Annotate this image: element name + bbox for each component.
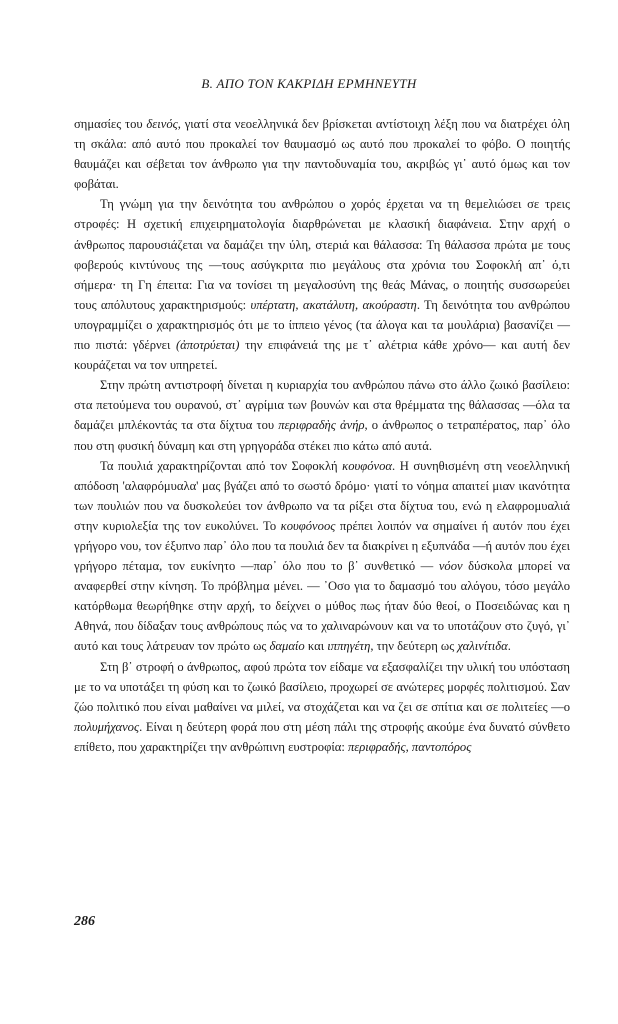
text-run: Τη γνώμη για την δεινότητα του ανθρώπου ο χορός έρχεται να τη θεμελιώσει σε τρεις στροφές: Η σχετική επιχειρηματολογία διαρθρώνεται με κλασική διαφάνεια. Στην αρχή ο άνθρωπος παρουσιάζεται να δαμάζει την ύλη, στεριά και θάλασσα: Τη θάλασσα πρώτα με τους φοβερούς κιντύνους της —τους ασύγκριτα πιο μεγάλους στα χρόνια του Σοφοκλή απ᾽ ό,τι σήμερα· τη Γη έπειτα: Για να τονίσει τη μεγαλοσύνη της θεάς Μάνας, ο ποιητής συσσωρεύει τους απόλυτους χαρακτηρισμούς:	[74, 197, 570, 312]
text-run: πρέπει λοιπόν να σημαίνει ή αυτόν που έχει γρήγορο νου, τον έξυπνο παρ᾽ όλο που τα πουλιά δεν τα διακρίνει η εξυπνάδα —ή αυτόν που έχει γρήγορο πέταμα, τον ευκίνητο —παρ᾽ όλο που το β᾽ συνθετικό —	[74, 518, 570, 574]
paragraph-2	[74, 194, 570, 375]
italic-term: περιφραδής, παντοπόρος	[347, 739, 472, 754]
text-run: Τα πουλιά χαρακτηρίζονται από τον Σοφοκλή	[100, 458, 343, 473]
text-run: Στην πρώτη αντιστροφή δίνεται η κυριαρχία του ανθρώπου πάνω στο άλλο ζωικό βασίλειο: στα πετούμενα του ουρανού, στ᾽ αγρίμια των βουνών και στα θρέμματα της θάλασσας —όλα τα δαμάζει μπλέκοντάς τα στα δίχτυα του	[74, 378, 570, 433]
paragraph-3	[74, 375, 570, 455]
text-run: σημασίες του	[74, 117, 147, 131]
paragraph-1	[74, 114, 570, 194]
italic-term: δαμαίο	[269, 639, 305, 654]
italic-term: κουφόνοος	[280, 518, 336, 533]
page-number: 286	[74, 914, 95, 929]
text-run: , ο άνθρωπος ο τετραπέρατος, παρ᾽ όλο που στη φυσική δύναμη και στη γρηγοράδα στέκει πιο κάτω από αυτά.	[74, 418, 571, 453]
text-run: δύσκολα μπορεί να αναφερθεί στην κίνηση. Το πρόβλημα μένει. — ᾽Οσο για το δαμασμό του αλόγου, τόσο μεγάλο κατόρθωμα θεωρήθηκε στην αρχή, το δείχνει ο μύθος πως ήταν δύο θεοί, ο Ποσειδώνας και η Αθηνά, που δίδαξαν τους ανθρώπους πώς να το χαλιναρώνουν και να το υποτάζουν στο ζυγό, γι᾽ αυτό και τους λάτρευαν τον πρώτο ως	[74, 559, 570, 654]
text-run: , την δεύτερη ως	[370, 639, 458, 654]
text-run: . Τη δεινότητα του ανθρώπου υπογραμμίζει ο χαρακτηρισμός ότι με το ίππειο γένος (τα άλογα και τα μουλάρια) βασανίζει —πιο πιστά: γδέρνει	[74, 297, 571, 353]
paragraph-5	[74, 657, 570, 757]
italic-term: δεινός	[146, 117, 178, 131]
italic-term: νόον	[438, 559, 463, 574]
italic-term: (ἀποτρύεται)	[175, 338, 240, 353]
italic-term: κουφόνοα	[342, 458, 393, 473]
body-text	[74, 114, 570, 757]
italic-term: υπέρτατη, ακατάλυτη, ακούραστη	[250, 297, 417, 312]
paragraph-4	[74, 456, 570, 657]
italic-term: χαλινίτιδα	[457, 639, 508, 654]
text-run: .	[507, 639, 511, 654]
italic-term: ιππηγέτη	[327, 639, 371, 654]
text-run: , γιατί στα νεοελληνικά δεν βρίσκεται αντίστοιχη λέξη που να διατρέχει όλη τη σκάλα: από αυτό που προκαλεί τον θαυμασμό ως αυτό που προκαλεί το φόβο. Ο ποιητής θαυμάζει και σέβεται τον άνθρωπο για την παντοδυναμία του, ακριβώς γι᾽ αυτό όμως και τον φοβάται.	[74, 117, 570, 192]
running-title: Β. ΑΠΟ ΤΟΝ ΚΑΚΡΙΔΗ ΕΡΜΗΝΕΥΤΗ	[201, 76, 417, 91]
text-run: Στη β᾽ στροφή ο άνθρωπος, αφού πρώτα τον είδαμε να εξασφαλίζει την υλική του υπόσταση με το να υποτάξει τη φύση και το ζωικό βασίλειο, προχωρεί σε ανώτερες μορφές πολιτισμού. Σαν ζώο πολιτικό που είναι μαθαίνει να μιλεί, να στοχάζεται και να ζει σε σπίτια και σε πολιτείες —ο	[74, 659, 570, 714]
text-run: και	[304, 639, 328, 654]
text-run: . Είναι η δεύτερη φορά που στη μέση πάλι της στροφής ακούμε ένα δυνατό σύνθετο επίθετο, που χαρακτηρίζει την ανθρώπινη ευστροφία:	[74, 719, 570, 754]
italic-term: περιφραδὴς ἀνήρ	[278, 418, 365, 433]
text-run: την επιφάνειά της με τ᾽ αλέτρια κάθε χρόνο— και αυτή δεν κουράζεται να τον υπηρετεί.	[74, 338, 570, 373]
italic-term: πολυμήχανος	[74, 719, 140, 734]
text-run: . Η συνηθισμένη στη νεοελληνική απόδοση 'αλαφρόμυαλα' μας βγάζει από το σωστό δρόμο· γιατί το νόημα απαιτεί μιαν ικανότητα των πουλιών που να δυσκολεύει τον άνθρωπο να τα ρίξει στα δίχτυα του, ενώ η ελαφρομυαλιά στην κυριολεξία της τον ευκολύνει. Το	[74, 458, 570, 533]
